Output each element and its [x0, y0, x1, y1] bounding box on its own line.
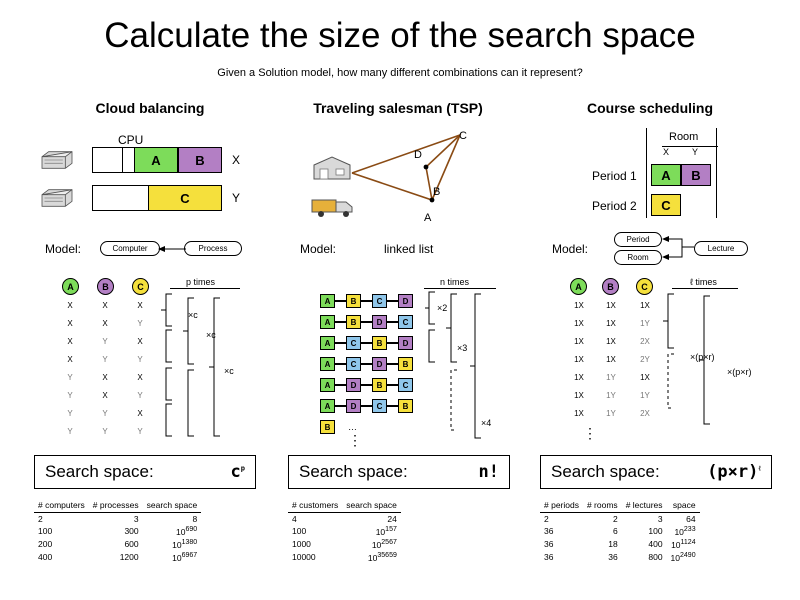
table-cell: 36	[544, 539, 554, 550]
table-cell: $10^{6967}$	[172, 551, 198, 563]
table-row	[540, 551, 700, 564]
course-banner-formula: $(p\times r)^\ell$	[707, 462, 761, 482]
legend-c-cloud: C	[132, 278, 149, 295]
tsp-chain-link	[387, 405, 398, 407]
tsp-chain-node: C	[346, 336, 361, 350]
cloud-cell: X	[137, 337, 143, 346]
table-row	[288, 513, 401, 526]
course-cell: 1Y	[640, 391, 650, 400]
course-th-1: # rooms	[583, 500, 622, 513]
table-cell: $10^{1380}$	[172, 538, 198, 550]
tsp-route-graph	[300, 125, 500, 225]
model-node-lecture[interactable]: Lecture	[694, 241, 748, 256]
tsp-chain-node: A	[320, 294, 335, 308]
tsp-th-1: search space	[342, 500, 401, 513]
table-cell: 800	[648, 552, 663, 563]
lecture-a-block[interactable]: A	[651, 164, 681, 186]
cloud-cell: X	[67, 319, 73, 328]
course-grid-vline-right	[716, 128, 717, 218]
tsp-chain-node: D	[398, 294, 413, 308]
tsp-city-d: D	[414, 149, 422, 161]
course-cell: 2Y	[640, 355, 650, 364]
tsp-chain-node: C	[398, 378, 413, 392]
table-cell: 200	[38, 539, 53, 550]
tsp-chain-node: B	[320, 420, 335, 434]
tsp-model-label: Model:	[300, 242, 337, 256]
course-model-label: Model:	[552, 242, 589, 256]
cloud-search-space-banner	[34, 455, 256, 489]
tsp-multiplier-4: ×4	[481, 418, 492, 428]
cloud-times-label: p times	[186, 277, 216, 287]
cloud-cell: X	[102, 391, 108, 400]
course-multiplier-1: ×(p×r)	[690, 352, 715, 362]
cloud-cell: Y	[67, 427, 73, 436]
cloud-cell: Y	[137, 319, 143, 328]
table-cell: 100	[292, 526, 307, 537]
table-row	[540, 513, 700, 526]
tsp-chain-node: C	[372, 294, 387, 308]
process-a-block[interactable]: A	[134, 147, 178, 173]
tsp-chain-node: A	[320, 315, 335, 329]
tsp-ellipsis: ⋮	[348, 432, 362, 448]
column-heading-cloud: Cloud balancing	[95, 100, 205, 116]
table-cell: $10^{233}$	[674, 526, 696, 537]
machine-y-label: Y	[232, 191, 241, 205]
cloud-cell: Y	[137, 427, 143, 436]
course-th-3: space	[667, 500, 700, 513]
cloud-cell: X	[102, 319, 108, 328]
model-arrow-cloud	[158, 240, 188, 258]
tsp-chain-link	[335, 342, 346, 344]
course-cell: 1X	[574, 301, 584, 310]
server-icon-y	[40, 188, 74, 208]
course-cell: 1Y	[606, 409, 616, 418]
room-underline	[662, 146, 718, 147]
table-cell: 2	[612, 514, 618, 524]
course-times-label: ℓ times	[690, 277, 717, 287]
cloud-times-rule	[170, 288, 240, 289]
course-cell: 1X	[606, 319, 616, 328]
model-node-process[interactable]: Process	[184, 241, 242, 256]
tsp-chain-node: D	[346, 378, 361, 392]
course-cell: 1X	[606, 355, 616, 364]
period-2-label: Period 2	[592, 199, 637, 213]
cloud-multiplier-3: ×c	[224, 366, 234, 376]
table-cell: $10^{690}$	[176, 526, 198, 537]
course-th-2: # lectures	[622, 500, 667, 513]
cloud-cell: Y	[137, 391, 143, 400]
course-results-table	[540, 500, 772, 563]
tsp-chain-node: B	[372, 336, 387, 350]
table-cell: $10^{1124}$	[671, 538, 696, 550]
cloud-results-table	[34, 500, 262, 563]
tsp-city-b: B	[433, 186, 441, 198]
cloud-cell: Y	[67, 373, 73, 382]
tsp-chain-node: B	[398, 399, 413, 413]
table-cell: 300	[124, 526, 139, 537]
tsp-city-c: C	[459, 130, 467, 142]
legend-c-course: C	[636, 278, 653, 295]
course-times-rule	[672, 288, 738, 289]
tsp-chain-link	[361, 300, 372, 302]
machine-x-label: X	[232, 153, 241, 167]
cloud-banner-label: Search space:	[45, 462, 154, 481]
process-b-block[interactable]: B	[178, 147, 222, 173]
tsp-multiplier-2: ×2	[437, 303, 448, 313]
cloud-cell: X	[137, 409, 143, 418]
table-cell: $10^{35659}$	[367, 551, 397, 563]
table-row	[34, 551, 201, 564]
tsp-chain-node: A	[320, 336, 335, 350]
course-grid-vline-left	[646, 128, 647, 218]
tsp-chain-node: C	[398, 315, 413, 329]
tsp-chain-link	[335, 384, 346, 386]
table-cell: 2	[544, 514, 549, 524]
table-row	[288, 525, 401, 538]
tsp-chain-node: D	[372, 357, 387, 371]
table-row	[288, 551, 401, 564]
course-search-space-banner	[540, 455, 772, 489]
table-cell: 36	[544, 526, 554, 537]
tsp-chain-node: B	[346, 294, 361, 308]
cloud-cell: X	[67, 355, 73, 364]
model-arrows-course	[660, 232, 698, 262]
period-1-label: Period 1	[592, 169, 637, 183]
tsp-chain-link	[361, 321, 372, 323]
cloud-multiplier-1: ×c	[188, 310, 198, 320]
tsp-chain-node: B	[346, 315, 361, 329]
tsp-th-0: # customers	[288, 500, 342, 513]
cloud-cell: Y	[67, 391, 73, 400]
tsp-chain-link	[361, 384, 372, 386]
table-cell: 1000	[292, 539, 311, 550]
table-cell: 10000	[292, 552, 316, 563]
room-label: Room	[669, 131, 699, 143]
table-row	[540, 525, 700, 538]
server-icon-x	[40, 150, 74, 170]
legend-a-cloud: A	[62, 278, 79, 295]
tsp-search-space-banner	[288, 455, 510, 489]
tsp-chain-link	[387, 342, 398, 344]
tsp-model-value: linked list	[384, 242, 434, 256]
table-cell: 1200	[119, 552, 139, 563]
tsp-chain-link	[335, 321, 346, 323]
tsp-chain-node: D	[398, 336, 413, 350]
lecture-b-block[interactable]: B	[681, 164, 711, 186]
tsp-chain-link	[361, 342, 372, 344]
cloud-cell: Y	[102, 355, 108, 364]
table-row	[540, 538, 700, 551]
course-cell: 1X	[574, 373, 584, 382]
legend-b-cloud: B	[97, 278, 114, 295]
table-cell: 3	[133, 514, 139, 524]
process-c-block[interactable]: C	[148, 185, 222, 211]
room-col-y: Y	[692, 147, 699, 157]
course-cell: 1X	[574, 409, 584, 418]
cloud-cell: X	[137, 373, 143, 382]
table-cell: 100	[648, 526, 663, 537]
tsp-chain-node: C	[372, 399, 387, 413]
course-cell: 1X	[606, 301, 616, 310]
table-cell: 100	[38, 526, 53, 537]
course-banner-label: Search space:	[551, 462, 660, 481]
table-cell: 64	[686, 514, 696, 524]
cloud-th-0: # computers	[34, 500, 89, 513]
tsp-chain-node: A	[320, 399, 335, 413]
course-cell: 1X	[574, 337, 584, 346]
cloud-cell: Y	[102, 337, 108, 346]
model-node-room[interactable]: Room	[614, 250, 662, 265]
table-cell: 2	[38, 514, 43, 524]
legend-a-course: A	[570, 278, 587, 295]
table-cell: 6	[612, 526, 618, 537]
tsp-chain-ellipsis: …	[348, 422, 357, 432]
table-cell: $10^{2567}$	[371, 538, 397, 550]
table-cell: 3	[657, 514, 663, 524]
course-cell: 1Y	[606, 391, 616, 400]
tsp-multiplier-3: ×3	[457, 343, 468, 353]
tsp-times-rule	[424, 288, 496, 289]
machine-x-divider	[122, 148, 123, 172]
tsp-chain-node: A	[320, 378, 335, 392]
page-title: Calculate the size of the search space	[104, 16, 696, 55]
cloud-cell: X	[137, 301, 143, 310]
course-cell: 1X	[640, 373, 650, 382]
model-node-computer[interactable]: Computer	[100, 241, 160, 256]
table-cell: $10^{157}$	[375, 526, 397, 537]
tsp-banner-label: Search space:	[299, 462, 408, 481]
cloud-brackets	[160, 292, 250, 447]
tsp-chain-link	[361, 405, 372, 407]
tsp-chain-link	[387, 384, 398, 386]
course-cell: 1X	[606, 337, 616, 346]
course-cell: 1X	[574, 355, 584, 364]
cloud-th-1: # processes	[89, 500, 143, 513]
tsp-chain-node: C	[346, 357, 361, 371]
course-multiplier-2: ×(p×r)	[727, 367, 752, 377]
cloud-cell: X	[102, 373, 108, 382]
room-col-x: X	[663, 147, 670, 157]
table-cell: 24	[387, 514, 397, 524]
cpu-label: CPU	[118, 133, 144, 147]
cloud-cell: Y	[67, 409, 73, 418]
course-cell: 2X	[640, 337, 650, 346]
table-cell: $10^{2490}$	[670, 551, 696, 563]
cloud-cell: X	[67, 337, 73, 346]
tsp-chain-link	[387, 363, 398, 365]
course-cell: 1Y	[606, 373, 616, 382]
tsp-chain-node: D	[346, 399, 361, 413]
cloud-cell: X	[102, 301, 108, 310]
table-row	[288, 538, 401, 551]
table-cell: 36	[544, 552, 554, 563]
cloud-cell: Y	[102, 427, 108, 436]
cloud-cell: Y	[137, 355, 143, 364]
cloud-cell: X	[67, 301, 73, 310]
tsp-chain-link	[335, 363, 346, 365]
tsp-chain-node: D	[372, 315, 387, 329]
course-brackets	[662, 292, 772, 442]
column-heading-course: Course scheduling	[586, 100, 714, 116]
tsp-chain-link	[361, 363, 372, 365]
table-cell: 4	[292, 514, 297, 524]
tsp-chain-link	[387, 321, 398, 323]
tsp-chain-node: B	[372, 378, 387, 392]
tsp-times-label: n times	[440, 277, 470, 287]
cloud-banner-formula: $c^p$	[230, 462, 245, 482]
table-cell: 36	[608, 552, 618, 563]
tsp-banner-formula: n!	[478, 462, 499, 482]
model-node-period[interactable]: Period	[614, 232, 662, 247]
cloud-multiplier-2: ×c	[206, 330, 216, 340]
table-cell: 600	[124, 539, 139, 550]
course-cell: 1X	[574, 319, 584, 328]
table-cell: 400	[648, 539, 663, 550]
tsp-chain-link	[387, 300, 398, 302]
table-row	[34, 513, 201, 526]
cloud-cell: Y	[102, 409, 108, 418]
table-row	[34, 525, 201, 538]
course-cell: 1X	[640, 301, 650, 310]
tsp-chain-node: A	[320, 357, 335, 371]
course-ellipsis: ⋮	[583, 425, 597, 441]
tsp-chain-link	[335, 300, 346, 302]
course-cell: 1X	[574, 391, 584, 400]
legend-b-course: B	[602, 278, 619, 295]
tsp-chain-link	[335, 405, 346, 407]
tsp-brackets	[425, 290, 505, 445]
table-cell: 400	[38, 552, 53, 563]
tsp-city-a: A	[424, 212, 432, 224]
table-row	[34, 538, 201, 551]
lecture-c-block[interactable]: C	[651, 194, 681, 216]
column-heading-tsp: Traveling salesman (TSP)	[313, 100, 483, 116]
tsp-chain-node: B	[398, 357, 413, 371]
table-cell: 18	[608, 539, 618, 550]
table-cell: 8	[192, 514, 198, 524]
course-th-0: # periods	[540, 500, 583, 513]
course-cell: 1Y	[640, 319, 650, 328]
page-subtitle: Given a Solution model, how many different combinations can it represent?	[217, 67, 583, 79]
cloud-model-label: Model:	[45, 242, 82, 256]
cloud-th-2: search space	[143, 500, 202, 513]
tsp-results-table	[288, 500, 512, 563]
course-cell: 2X	[640, 409, 650, 418]
